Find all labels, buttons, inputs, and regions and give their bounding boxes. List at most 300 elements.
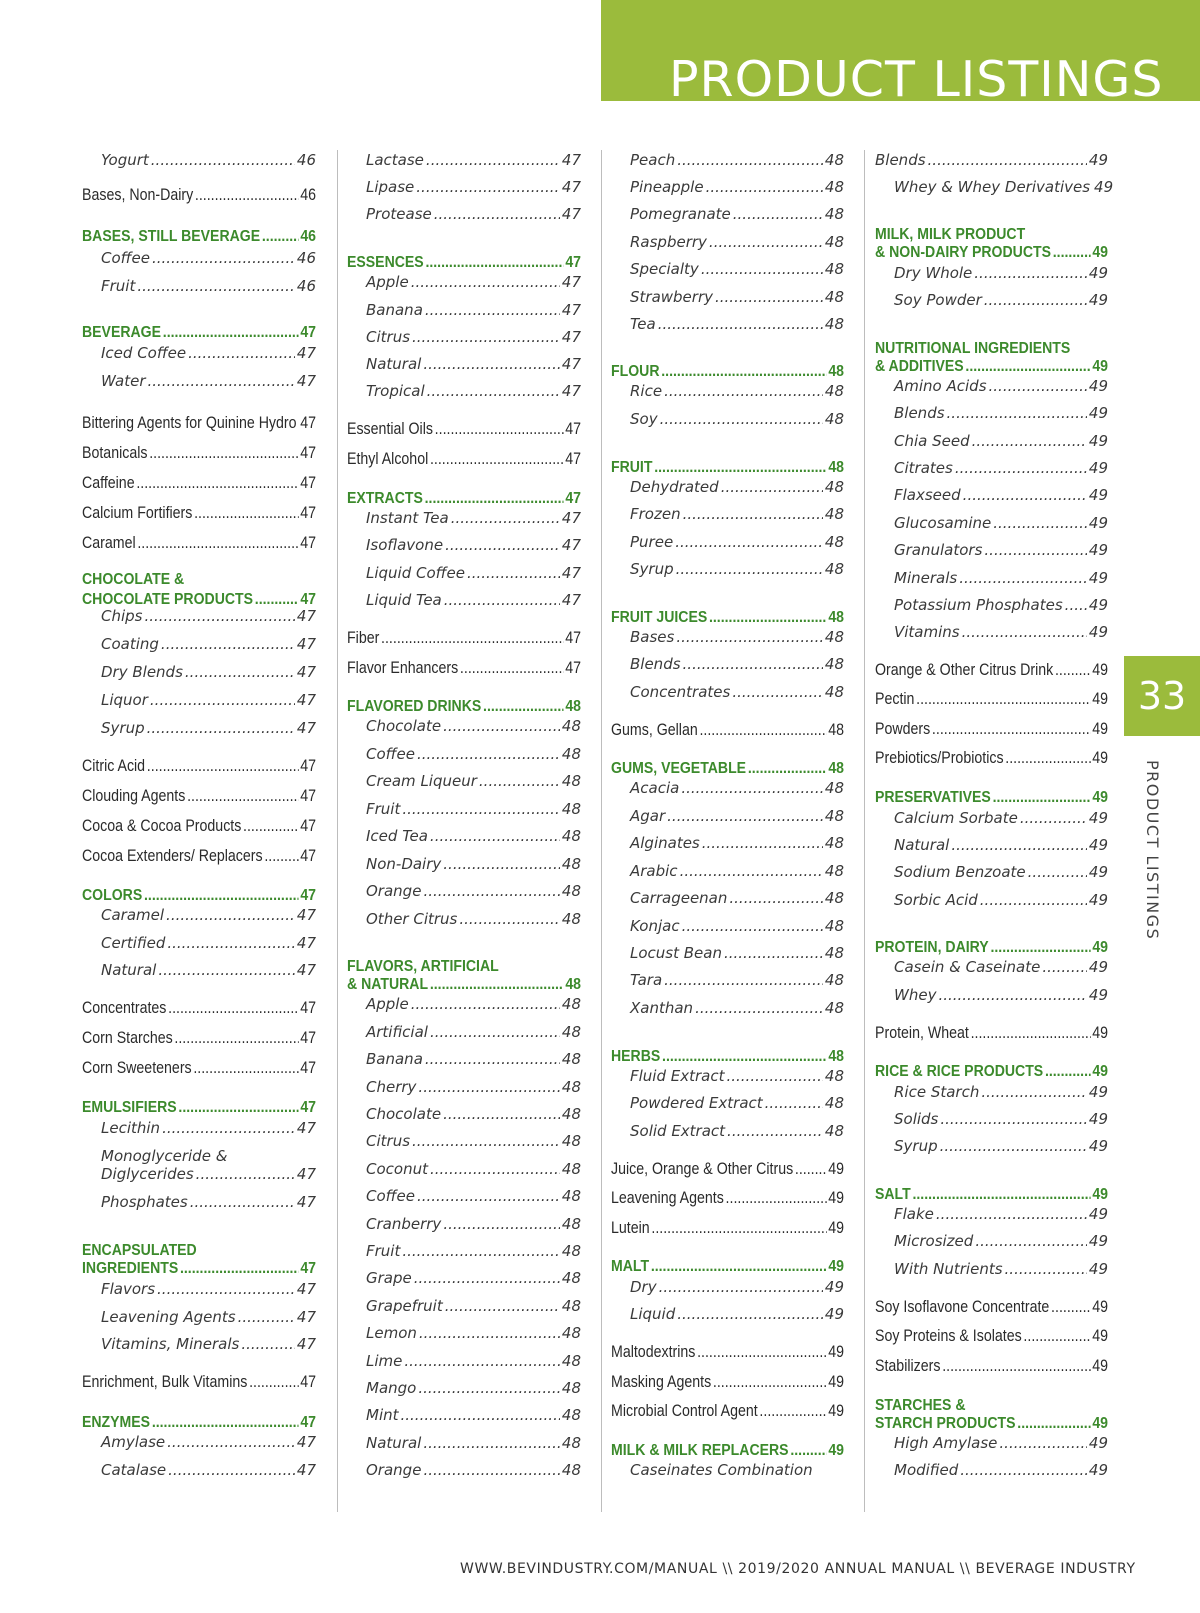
dot-leader <box>430 449 564 469</box>
dot-leader <box>715 287 823 307</box>
entry-label: Other Citrus <box>366 910 458 928</box>
entry-label: Chips <box>101 607 143 625</box>
page-number: 49 <box>1092 789 1108 806</box>
page-number: 49 <box>828 1189 844 1207</box>
page-number: 49 <box>828 1343 844 1361</box>
dot-leader <box>699 720 826 740</box>
subentry <box>366 508 581 528</box>
index-entry <box>82 533 316 553</box>
subentry <box>101 1118 316 1138</box>
dot-leader <box>185 662 295 682</box>
entry-label: Calcium Fortifiers <box>82 504 193 522</box>
category-heading-line: MILK, MILK PRODUCT <box>875 226 1026 243</box>
dot-leader <box>417 1186 560 1206</box>
page-number: 49 <box>1088 541 1108 559</box>
dot-leader <box>412 1131 560 1151</box>
subentry <box>366 994 581 1014</box>
dot-leader <box>381 628 563 648</box>
subentry <box>630 970 844 990</box>
entry-label: Chia Seed <box>894 432 970 450</box>
dot-leader <box>1053 243 1091 263</box>
entry-label: Liquid Coffee <box>366 564 465 582</box>
entry-label: Diglycerides <box>101 1165 194 1183</box>
entry-label: Acacia <box>630 779 680 797</box>
page-number: 48 <box>565 698 581 715</box>
page-number: 49 <box>1088 596 1108 614</box>
page-number: 49 <box>828 1442 844 1459</box>
dot-leader <box>959 568 1087 588</box>
entry-label: Citrus <box>366 1132 411 1150</box>
entry-label: Enrichment, Bulk Vitamins <box>82 1373 248 1391</box>
subentry <box>366 1433 581 1453</box>
subentry <box>630 1121 844 1141</box>
dot-leader <box>963 485 1087 505</box>
page-number: 48 <box>561 1297 581 1315</box>
entry-label: Isoflavone <box>366 536 444 554</box>
subentry <box>366 744 581 764</box>
dot-leader <box>401 1405 560 1425</box>
page-number: 48 <box>824 315 844 333</box>
page-number: 47 <box>561 151 581 169</box>
dot-leader <box>951 835 1087 855</box>
dot-leader <box>709 232 823 252</box>
dot-leader <box>759 1401 826 1421</box>
dot-leader <box>940 1136 1087 1156</box>
subentry <box>366 150 581 170</box>
page-number: 47 <box>296 961 316 979</box>
dot-leader <box>667 806 823 826</box>
category-heading <box>82 227 316 247</box>
entry-label: COLORS <box>82 887 143 904</box>
dot-leader <box>137 276 295 296</box>
dot-leader <box>1065 595 1087 615</box>
dot-leader <box>993 513 1087 533</box>
page-number: 49 <box>1088 863 1108 881</box>
subentry <box>101 1460 316 1480</box>
entry-label: Solid Extract <box>630 1122 726 1140</box>
entry-label: Fiber <box>347 629 380 647</box>
dot-leader <box>727 1121 823 1141</box>
page-number: 49 <box>824 1305 844 1323</box>
dot-leader <box>654 458 826 478</box>
entry-label: Pomegranate <box>630 205 731 223</box>
page-number: 49 <box>1088 958 1108 976</box>
category-heading <box>82 1259 316 1279</box>
dot-leader <box>1055 660 1091 680</box>
page-number: 48 <box>561 1379 581 1397</box>
subentry <box>101 371 316 391</box>
entry-label: & ADDITIVES <box>875 358 964 375</box>
subentry <box>630 204 844 224</box>
entry-label: Essential Oils <box>347 420 433 438</box>
dot-leader <box>430 1022 560 1042</box>
page-number: 47 <box>296 372 316 390</box>
entry-label: GUMS, VEGETABLE <box>611 760 747 777</box>
dot-leader <box>262 227 299 247</box>
subentry <box>101 1307 316 1327</box>
entry-label: Liquor <box>101 691 148 709</box>
dot-leader <box>1017 1414 1090 1434</box>
subentry <box>101 1432 316 1452</box>
dot-leader <box>459 909 560 929</box>
entry-label: Iced Tea <box>366 827 428 845</box>
page-number: 47 <box>300 847 316 865</box>
dot-leader <box>430 975 564 995</box>
dot-leader <box>180 1259 299 1279</box>
category-heading-line: NUTRITIONAL INGREDIENTS <box>875 340 1071 357</box>
entry-label: Alginates <box>630 834 700 852</box>
subentry <box>894 568 1108 588</box>
entry-label: Flavors <box>101 1280 156 1298</box>
dot-leader <box>980 890 1087 910</box>
entry-label: Calcium Sorbate <box>894 809 1018 827</box>
index-entry <box>611 1218 844 1238</box>
page-number: 46 <box>296 277 316 295</box>
entry-label: & NON-DAIRY PRODUCTS <box>875 244 1052 261</box>
page-number: 48 <box>561 1132 581 1150</box>
entry-label: Fruit <box>101 277 136 295</box>
dot-leader <box>729 888 823 908</box>
dot-leader <box>999 1433 1087 1453</box>
entry-label: Water <box>101 372 146 390</box>
entry-label: Natural <box>101 961 157 979</box>
page-number: 47 <box>561 509 581 527</box>
entry-label: ENZYMES <box>82 1414 151 1431</box>
subentry <box>630 998 844 1018</box>
subentry <box>366 1049 581 1069</box>
page-number: 47 <box>296 607 316 625</box>
page-number: 47 <box>561 301 581 319</box>
page-number: 47 <box>300 1414 316 1431</box>
page-number: 47 <box>296 635 316 653</box>
entry-label: Flaxseed <box>894 486 961 504</box>
page-number: 48 <box>824 917 844 935</box>
page-number: 48 <box>561 717 581 735</box>
page-number: 48 <box>824 205 844 223</box>
subentry <box>366 381 581 401</box>
entry-label: Mint <box>366 1406 399 1424</box>
page-number: 48 <box>824 260 844 278</box>
entry-label: Lime <box>366 1352 403 1370</box>
entry-label: Flake <box>894 1205 934 1223</box>
page-number: 49 <box>828 1373 844 1391</box>
page-number: 48 <box>824 151 844 169</box>
subentry <box>630 1093 844 1113</box>
entry-label: BASES, STILL BEVERAGE <box>82 228 261 245</box>
dot-leader <box>404 1351 560 1371</box>
index-entry <box>82 1372 316 1392</box>
entry-label: Orange & Other Citrus Drink <box>875 661 1054 679</box>
dot-leader <box>445 1296 560 1316</box>
page-number: 47 <box>561 205 581 223</box>
dot-leader <box>955 458 1087 478</box>
category-heading-line: FLAVORS, ARTIFICIAL <box>347 958 499 975</box>
dot-leader <box>1042 957 1087 977</box>
dot-leader <box>167 933 295 953</box>
page-number: 48 <box>824 655 844 673</box>
subentry <box>630 314 844 334</box>
dot-leader <box>695 998 823 1018</box>
index-entry <box>82 786 316 806</box>
entry-label: Cocoa & Cocoa Products <box>82 817 242 835</box>
entry-label: Dehydrated <box>630 478 719 496</box>
entry-label: SALT <box>875 1186 911 1203</box>
subentry <box>101 933 316 953</box>
dot-leader <box>721 477 823 497</box>
dot-leader <box>732 682 823 702</box>
subentry <box>894 985 1108 1005</box>
entry-label: Peach <box>630 151 676 169</box>
dot-leader <box>193 1058 298 1078</box>
entry-label: MILK & MILK REPLACERS <box>611 1442 789 1459</box>
page-number: 48 <box>824 410 844 428</box>
entry-label: Coffee <box>101 249 150 267</box>
subentry <box>894 1259 1108 1279</box>
dot-leader <box>423 1433 560 1453</box>
entry-label: Natural <box>366 1434 422 1452</box>
entry-label: Sodium Benzoate <box>894 863 1026 881</box>
entry-label: Konjac <box>630 917 680 935</box>
page-number: 47 <box>296 1433 316 1451</box>
entry-label: Pineapple <box>630 178 704 196</box>
dot-leader <box>681 778 823 798</box>
page-number: 47 <box>561 536 581 554</box>
page-number: 48 <box>828 1048 844 1065</box>
entry-label: Natural <box>366 355 422 373</box>
page-number: 49 <box>1092 1298 1108 1316</box>
subentry <box>366 1296 581 1316</box>
subentry <box>894 957 1108 977</box>
page-number: 47 <box>565 629 581 647</box>
page-number: 49 <box>1088 151 1108 169</box>
entry-label: STARCH PRODUCTS <box>875 1415 1016 1432</box>
dot-leader <box>152 248 295 268</box>
page-number: 48 <box>824 683 844 701</box>
dot-leader <box>152 1413 299 1433</box>
page-number: 48 <box>824 1122 844 1140</box>
dot-leader <box>419 1323 560 1343</box>
dot-leader <box>989 376 1087 396</box>
dot-leader <box>418 1378 560 1398</box>
page-number: 48 <box>565 976 581 993</box>
entry-label: Catalase <box>101 1461 167 1479</box>
entry-label: Flavor Enhancers <box>347 659 459 677</box>
category-heading <box>611 458 844 478</box>
page-number: 48 <box>824 834 844 852</box>
page-number: 48 <box>561 800 581 818</box>
subentry <box>101 1334 316 1354</box>
page-number: 48 <box>561 827 581 845</box>
subentry <box>366 1460 581 1480</box>
page-number: 49 <box>1092 661 1108 679</box>
dot-leader <box>195 185 299 205</box>
page-number: 48 <box>561 855 581 873</box>
entry-label: Rice Starch <box>894 1083 980 1101</box>
page-number: 48 <box>561 995 581 1013</box>
entry-label: Leavening Agents <box>611 1189 724 1207</box>
page-number: 48 <box>824 505 844 523</box>
category-heading-line: STARCHES & <box>875 1397 966 1414</box>
entry-label: Orange <box>366 882 422 900</box>
dot-leader <box>677 1304 823 1324</box>
index-entry <box>875 1297 1108 1317</box>
dot-leader <box>443 854 560 874</box>
category-heading <box>347 697 581 717</box>
dot-leader <box>194 503 298 523</box>
subentry <box>366 535 581 555</box>
page-number: 48 <box>561 1269 581 1287</box>
page-number: 48 <box>824 889 844 907</box>
dot-leader <box>960 1460 1087 1480</box>
category-heading <box>347 975 581 995</box>
category-heading <box>82 886 316 906</box>
entry-label: Syrup <box>101 719 145 737</box>
entry-label: Fluid Extract <box>630 1067 725 1085</box>
dot-leader <box>651 1257 827 1277</box>
dot-leader <box>965 357 1090 377</box>
dot-leader <box>658 314 823 334</box>
dot-leader <box>426 150 560 170</box>
category-heading <box>875 357 1108 377</box>
page-number: 48 <box>824 1094 844 1112</box>
entry-label: Minerals <box>894 569 958 587</box>
entry-label: FRUIT JUICES <box>611 609 708 626</box>
subentry <box>366 272 581 292</box>
dot-leader <box>443 716 560 736</box>
subentry <box>630 916 844 936</box>
dot-leader <box>166 905 295 925</box>
subentry <box>366 300 581 320</box>
side-section-label: PRODUCT LISTINGS <box>1143 760 1162 941</box>
dot-leader <box>411 994 560 1014</box>
entry-label: Leavening Agents <box>101 1308 236 1326</box>
entry-label: Blends <box>875 151 926 169</box>
dot-leader <box>683 654 823 674</box>
subentry <box>630 504 844 524</box>
page-number: 48 <box>561 1324 581 1342</box>
page-number: 49 <box>828 1219 844 1237</box>
entry-label: Yogurt <box>101 151 149 169</box>
page-number: 48 <box>824 807 844 825</box>
dot-leader <box>163 323 299 343</box>
subentry <box>894 431 1108 451</box>
category-heading <box>611 759 844 779</box>
page-number: 47 <box>296 1308 316 1326</box>
dot-leader <box>697 1342 826 1362</box>
dot-leader <box>168 1460 295 1480</box>
subentry <box>366 1022 581 1042</box>
dot-leader <box>748 759 827 779</box>
subentry <box>894 458 1108 478</box>
page-number: 47 <box>296 719 316 737</box>
dot-leader <box>174 1028 298 1048</box>
index-entry <box>82 816 316 836</box>
dot-leader <box>972 431 1087 451</box>
entry-label: Bases <box>630 628 675 646</box>
dot-leader <box>940 1109 1087 1129</box>
entry-label: Instant Tea <box>366 509 449 527</box>
page-number: 49 <box>1094 178 1114 196</box>
entry-label: Blends <box>630 655 681 673</box>
dot-leader <box>144 606 294 626</box>
page-number: 49 <box>1088 264 1108 282</box>
entry-label: Bases, Non-Dairy <box>82 186 194 204</box>
page-number: 47 <box>561 564 581 582</box>
entry-label: Dry <box>630 1278 657 1296</box>
index-entry <box>82 503 316 523</box>
subentry <box>894 290 1108 310</box>
dot-leader <box>936 1204 1087 1224</box>
entry-label: Potassium Phosphates <box>894 596 1063 614</box>
subentry <box>894 808 1108 828</box>
dot-leader <box>137 533 298 553</box>
dot-leader <box>765 1093 823 1113</box>
page-number: 47 <box>300 1059 316 1077</box>
subentry <box>101 276 316 296</box>
page-number: 49 <box>1088 1232 1108 1250</box>
entry-label: Blends <box>894 404 945 422</box>
dot-leader <box>149 443 298 463</box>
category-heading <box>611 1441 844 1461</box>
page-number: 48 <box>824 560 844 578</box>
page-number: 47 <box>296 663 316 681</box>
entry-label: Ethyl Alcohol <box>347 450 429 468</box>
page-number: 49 <box>1088 809 1108 827</box>
subentry <box>366 1351 581 1371</box>
dot-leader <box>675 532 823 552</box>
subentry <box>366 826 581 846</box>
entry-label: Mango <box>366 1379 417 1397</box>
subentry <box>630 1304 844 1324</box>
dot-leader <box>912 1185 1090 1205</box>
page-number: 46 <box>296 151 316 169</box>
entry-label: Fruit <box>366 800 401 818</box>
page-number: 48 <box>824 971 844 989</box>
page-number-tab: 33 <box>1124 656 1200 736</box>
subentry <box>366 590 581 610</box>
index-entry <box>82 846 316 866</box>
entry-label: High Amylase <box>894 1434 998 1452</box>
page-number: 46 <box>300 186 316 204</box>
entry-label: Coffee <box>366 1187 415 1205</box>
entry-label: Stabilizers <box>875 1357 941 1375</box>
entry-label: Glucosamine <box>894 514 992 532</box>
page-number: 49 <box>1088 569 1108 587</box>
subentry <box>366 771 581 791</box>
category-heading <box>611 1257 844 1277</box>
entry-label: Syrup <box>630 560 674 578</box>
dot-leader <box>702 833 823 853</box>
entry-label: Tropical <box>366 382 425 400</box>
subentry <box>894 890 1108 910</box>
entry-label: Raspberry <box>630 233 707 251</box>
page-number: 47 <box>300 787 316 805</box>
entry-label: ESSENCES <box>347 254 424 271</box>
dot-leader <box>161 634 295 654</box>
subentry <box>894 177 1114 197</box>
page-number: 48 <box>824 478 844 496</box>
dot-leader <box>928 150 1087 170</box>
dot-leader <box>411 272 560 292</box>
page-number: 47 <box>565 490 581 507</box>
entry-label: Amino Acids <box>894 377 987 395</box>
dot-leader <box>726 1066 822 1086</box>
dot-leader <box>916 689 1090 709</box>
dot-leader <box>402 799 560 819</box>
index-entry <box>347 419 581 439</box>
page-number: 48 <box>824 999 844 1017</box>
page-number: 46 <box>300 228 316 245</box>
